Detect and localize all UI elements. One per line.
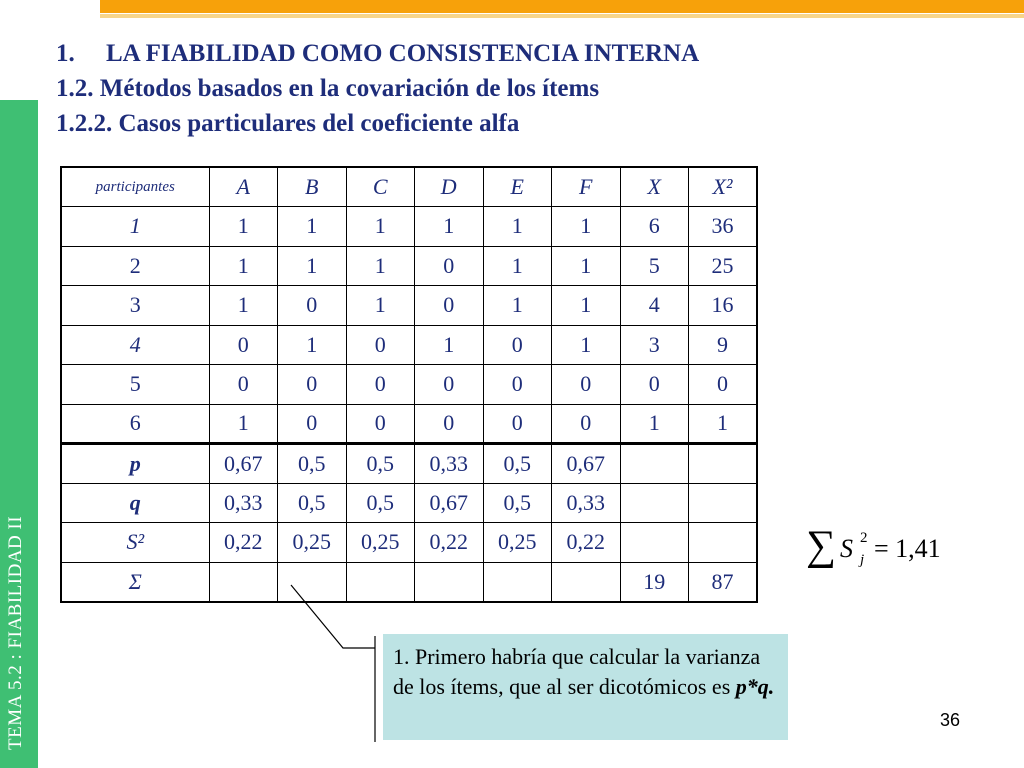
summary-cell: 0,67 [415, 483, 484, 523]
table-cell: 1 [552, 207, 621, 247]
title-line-1-text: LA FIABILIDAD COMO CONSISTENCIA INTERNA [106, 40, 700, 67]
table-cell: 0 [689, 365, 758, 405]
summary-cell: Σ [61, 562, 209, 602]
table-header-cell: X² [689, 167, 758, 207]
summary-cell: 0,22 [552, 523, 621, 563]
summary-row [61, 444, 757, 484]
table-header-cell: participantes [61, 167, 209, 207]
table-cell: 1 [346, 207, 415, 247]
summary-cell: p [61, 444, 209, 484]
table-cell: 1 [483, 246, 552, 286]
callout-text: 1. Primero habría que calcular la varianza de los ítems, que al ser dicotómicos es [393, 644, 761, 699]
summary-cell [278, 562, 347, 602]
table-cell: 0 [278, 365, 347, 405]
top-accent-bar [100, 0, 1024, 13]
table-cell: 3 [620, 325, 689, 365]
summary-cell [689, 483, 758, 523]
summary-cell [689, 523, 758, 563]
summary-cell: 0,25 [278, 523, 347, 563]
table-cell: 1 [278, 325, 347, 365]
title-line-1-number: 1. [56, 40, 75, 67]
formula-variable: S [840, 534, 853, 563]
table-cell: 25 [689, 246, 758, 286]
table-cell: 1 [209, 207, 278, 247]
table-cell: 1 [61, 207, 209, 247]
summary-cell: 0,67 [209, 444, 278, 484]
table-cell: 1 [209, 286, 278, 326]
table-cell: 1 [278, 246, 347, 286]
table-cell: 4 [620, 286, 689, 326]
table-cell: 0 [415, 286, 484, 326]
table-header-cell: X [620, 167, 689, 207]
title-line-2: 1.2. Métodos basados en la covariación de los ítems [56, 75, 600, 102]
table-cell: 0 [415, 365, 484, 405]
sum-symbol: ∑ [806, 523, 836, 569]
top-accent-line [100, 14, 1024, 18]
summary-cell: 0,33 [552, 483, 621, 523]
page-number: 36 [940, 710, 961, 730]
table-row [61, 286, 757, 326]
summary-cell: 0,5 [346, 483, 415, 523]
summary-cell [620, 483, 689, 523]
table-cell: 0 [278, 404, 347, 444]
summary-cell [620, 523, 689, 563]
formula-superscript: 2 [860, 530, 868, 546]
table-cell: 5 [620, 246, 689, 286]
table-cell: 0 [209, 365, 278, 405]
summary-cell: 0,25 [483, 523, 552, 563]
table-header-cell: C [346, 167, 415, 207]
table-header-cell: E [483, 167, 552, 207]
summary-cell: 19 [620, 562, 689, 602]
table-cell: 1 [620, 404, 689, 444]
table-header-cell: F [552, 167, 621, 207]
table-cell: 0 [552, 365, 621, 405]
summary-cell [552, 562, 621, 602]
callout-box [383, 634, 788, 740]
callout-emphasis: p*q. [735, 674, 775, 699]
table-cell: 0 [209, 325, 278, 365]
table-cell: 0 [346, 365, 415, 405]
data-table [60, 166, 758, 603]
table-cell: 0 [483, 404, 552, 444]
table-cell: 2 [61, 246, 209, 286]
formula-result: = 1,41 [874, 534, 941, 563]
table-cell: 0 [483, 365, 552, 405]
table-cell: 0 [346, 325, 415, 365]
table-cell: 1 [689, 404, 758, 444]
table-cell: 6 [61, 404, 209, 444]
table-header-cell: B [278, 167, 347, 207]
table-cell: 0 [346, 404, 415, 444]
summary-cell: 87 [689, 562, 758, 602]
summary-cell: 0,67 [552, 444, 621, 484]
table-cell: 0 [415, 246, 484, 286]
summary-cell: 0,5 [483, 483, 552, 523]
table-cell: 16 [689, 286, 758, 326]
table-cell: 0 [278, 286, 347, 326]
summary-row [61, 562, 757, 602]
summary-cell: 0,33 [209, 483, 278, 523]
summary-cell: 0,22 [209, 523, 278, 563]
table-cell: 1 [209, 404, 278, 444]
summary-cell [415, 562, 484, 602]
table-cell: 0 [620, 365, 689, 405]
table-cell: 1 [552, 246, 621, 286]
summary-row [61, 483, 757, 523]
summary-cell: 0,22 [415, 523, 484, 563]
formula-subscript: j [860, 552, 865, 568]
table-row [61, 207, 757, 247]
table-cell: 1 [552, 286, 621, 326]
table-cell: 6 [620, 207, 689, 247]
table-cell: 1 [552, 325, 621, 365]
table-header-row [61, 167, 757, 207]
table-row [61, 246, 757, 286]
table-cell: 9 [689, 325, 758, 365]
summary-row [61, 523, 757, 563]
table-row [61, 404, 757, 444]
table-cell: 1 [483, 207, 552, 247]
summary-cell: 0,5 [346, 444, 415, 484]
table-cell: 36 [689, 207, 758, 247]
summary-cell [209, 562, 278, 602]
summary-cell: S² [61, 523, 209, 563]
table-cell: 3 [61, 286, 209, 326]
summary-cell: 0,25 [346, 523, 415, 563]
table-cell: 0 [415, 404, 484, 444]
slide-titles [56, 36, 699, 141]
table-cell: 1 [346, 286, 415, 326]
table-cell: 4 [61, 325, 209, 365]
summary-cell: q [61, 483, 209, 523]
summary-cell: 0,5 [278, 483, 347, 523]
table-row [61, 325, 757, 365]
title-line-1 [56, 36, 699, 71]
summary-cell: 0,5 [483, 444, 552, 484]
summary-cell [620, 444, 689, 484]
summary-cell: 0,33 [415, 444, 484, 484]
table-header-cell: D [415, 167, 484, 207]
table-cell: 1 [415, 207, 484, 247]
side-label: TEMA 5.2 : FIABILIDAD II [5, 515, 26, 750]
summary-cell [346, 562, 415, 602]
table-cell: 1 [278, 207, 347, 247]
table-cell: 0 [483, 325, 552, 365]
summary-cell [689, 444, 758, 484]
table-cell: 1 [209, 246, 278, 286]
table-cell: 0 [552, 404, 621, 444]
table-cell: 1 [415, 325, 484, 365]
table-cell: 5 [61, 365, 209, 405]
summary-cell: 0,5 [278, 444, 347, 484]
table-header-cell: A [209, 167, 278, 207]
table-cell: 1 [483, 286, 552, 326]
table-cell: 1 [346, 246, 415, 286]
title-line-3: 1.2.2. Casos particulares del coeficiente alfa [56, 110, 520, 137]
summary-cell [483, 562, 552, 602]
table-row [61, 365, 757, 405]
